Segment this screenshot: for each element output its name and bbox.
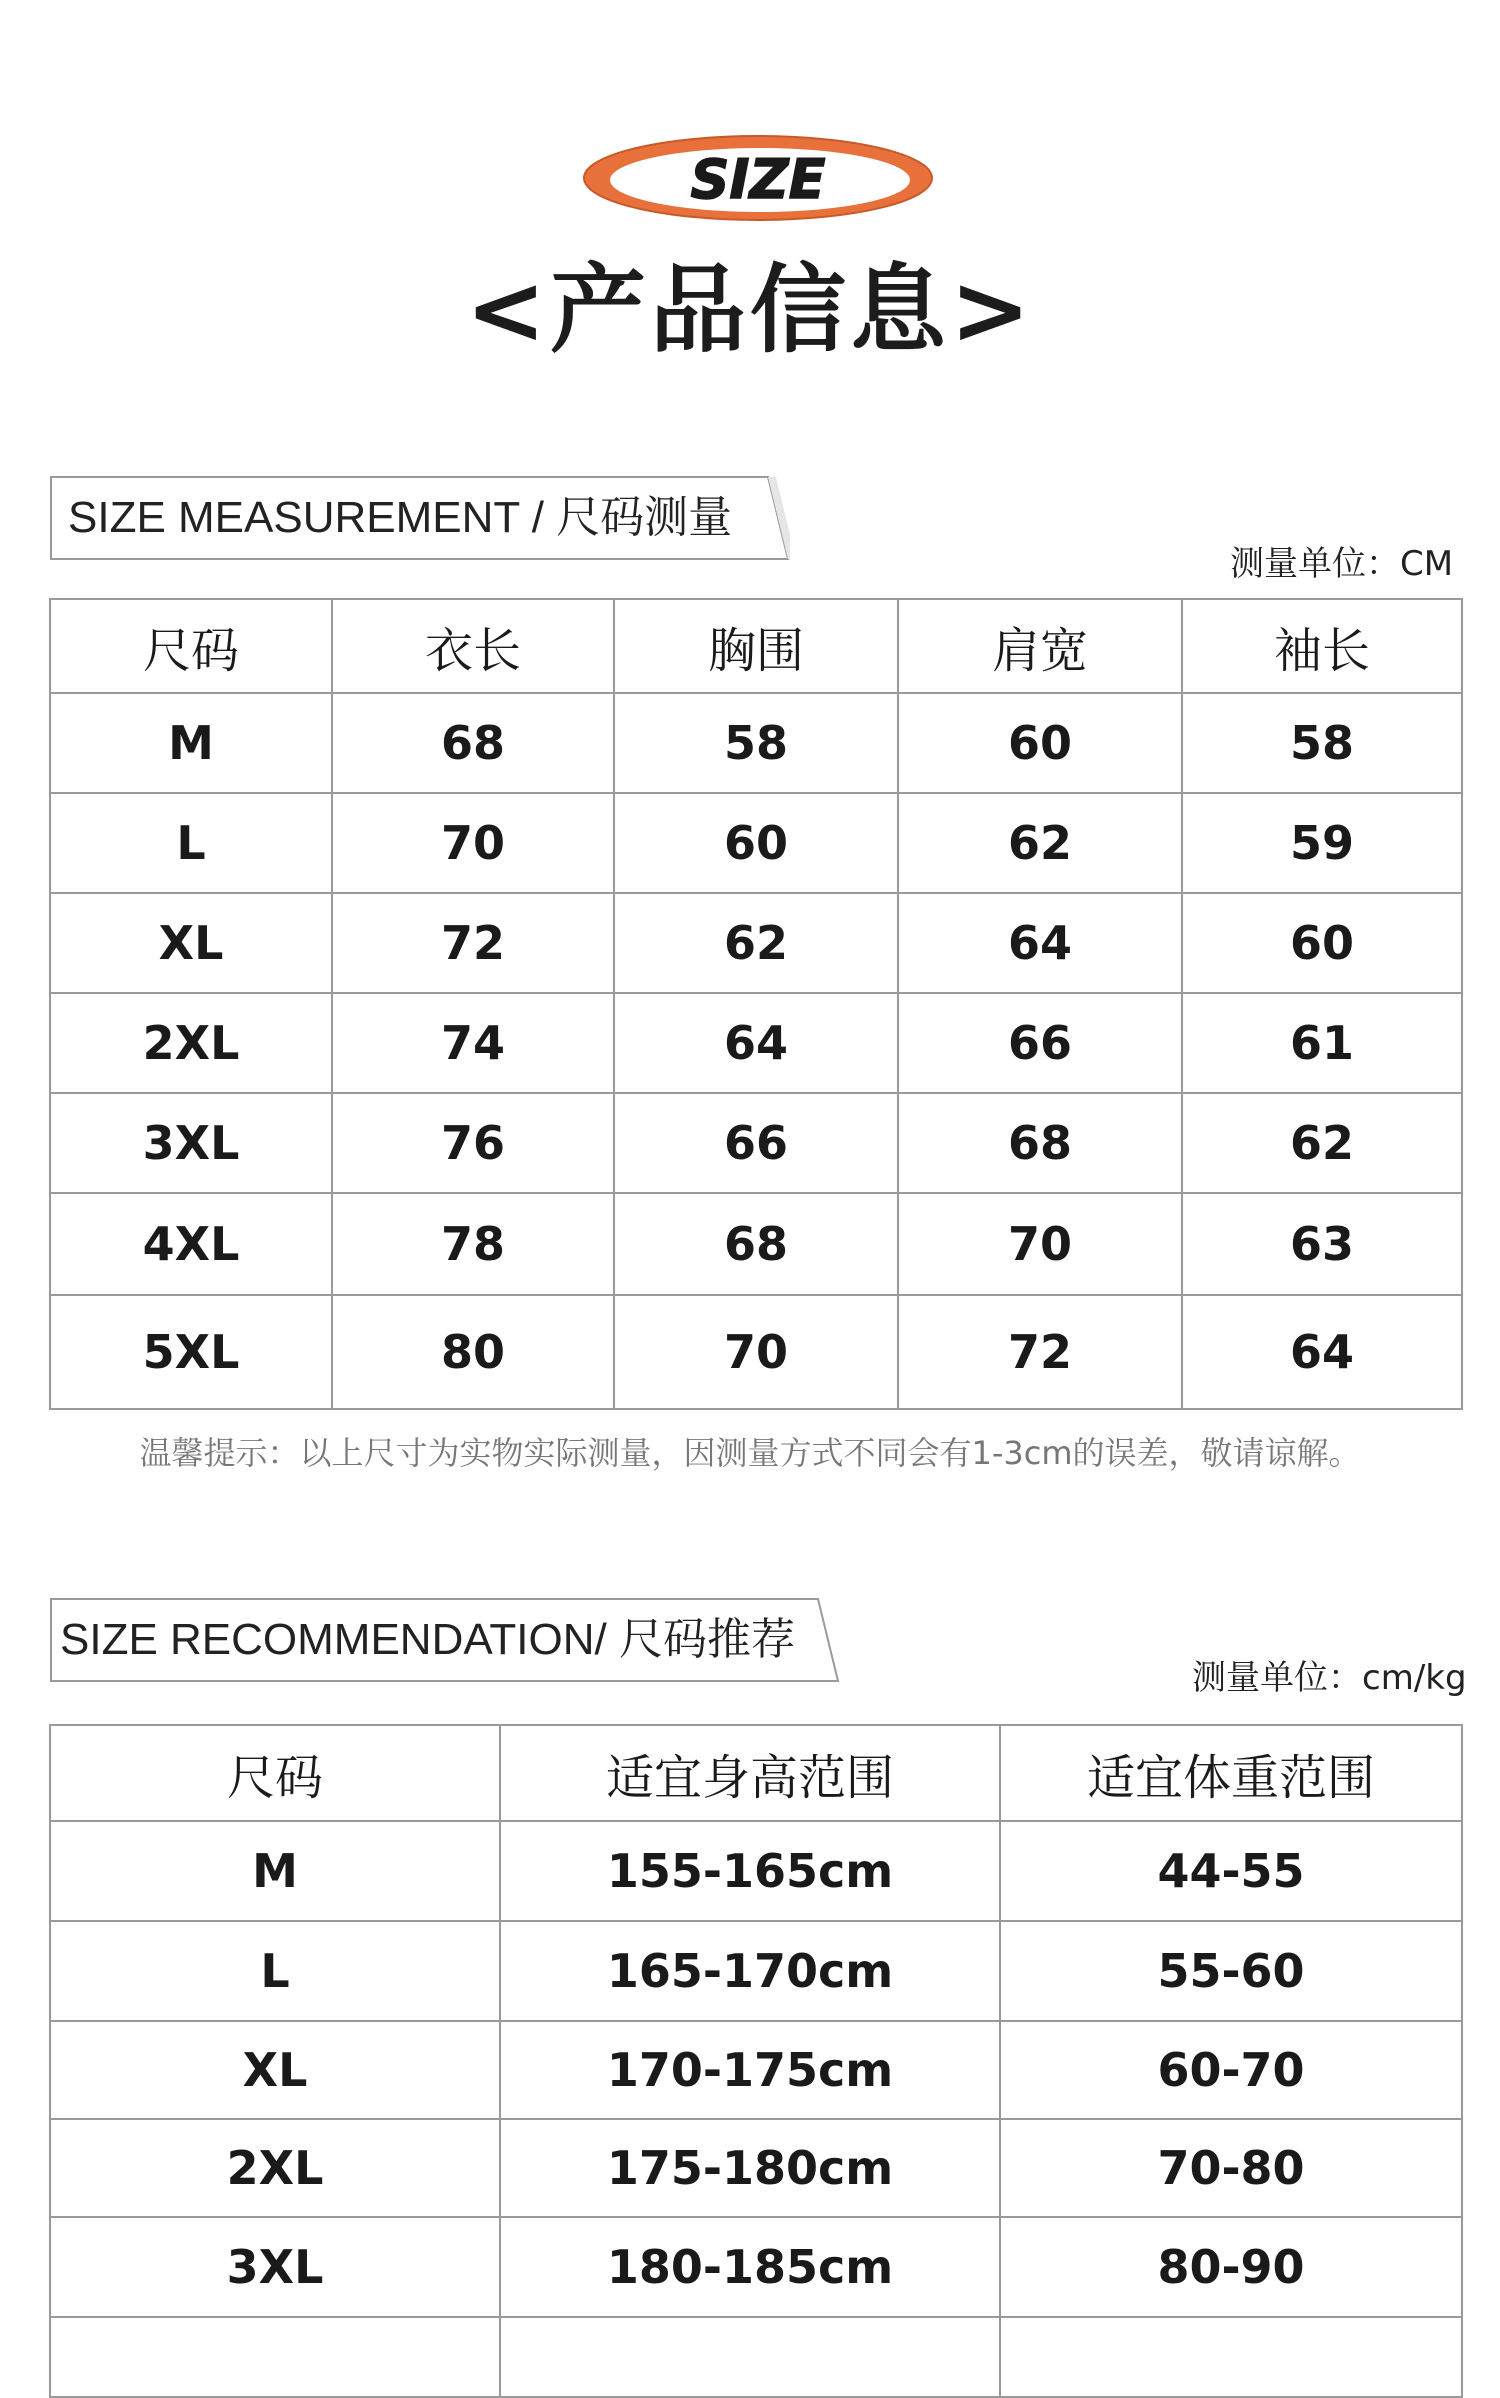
measurement-cell: 63 xyxy=(1182,1193,1462,1295)
table-row xyxy=(50,1921,1462,2021)
recommendation-cell: 60-70 xyxy=(1000,2021,1462,2119)
measurement-note: 温馨提示：以上尺寸为实物实际测量，因测量方式不同会有1-3cm的误差，敬请谅解。 xyxy=(139,1434,1361,1472)
measurement-cell: 68 xyxy=(898,1093,1182,1193)
measurement-header-row xyxy=(50,599,1462,693)
measurement-cell: 62 xyxy=(614,893,898,993)
recommendation-table xyxy=(49,1724,1463,2398)
measurement-cell: 64 xyxy=(898,893,1182,993)
recommendation-unit: 测量单位：cm/kg xyxy=(1192,1658,1467,1698)
measurement-header-cell: 胸围 xyxy=(614,599,898,693)
table-row xyxy=(50,993,1462,1093)
page-title: <产品信息> xyxy=(465,254,1035,366)
recommendation-cell: 80-90 xyxy=(1000,2217,1462,2317)
recommendation-tab-label: SIZE RECOMMENDATION/ 尺码推荐 xyxy=(60,1615,795,1664)
recommendation-cell: 55-60 xyxy=(1000,1921,1462,2021)
measurement-header-cell: 尺码 xyxy=(50,599,332,693)
table-row xyxy=(50,793,1462,893)
recommendation-cell: M xyxy=(50,1821,500,1921)
recommendation-header-row xyxy=(50,1725,1462,1821)
recommendation-cell: 44-55 xyxy=(1000,1821,1462,1921)
recommendation-cell xyxy=(500,2317,1000,2397)
recommendation-cell: 175-180cm xyxy=(500,2119,1000,2217)
measurement-cell: 60 xyxy=(898,693,1182,793)
measurement-cell: 74 xyxy=(332,993,614,1093)
recommendation-cell xyxy=(1000,2317,1462,2397)
table-row xyxy=(50,2119,1462,2217)
measurement-cell: 78 xyxy=(332,1193,614,1295)
recommendation-cell: 2XL xyxy=(50,2119,500,2217)
recommendation-cell: 70-80 xyxy=(1000,2119,1462,2217)
measurement-cell: 72 xyxy=(332,893,614,993)
table-row xyxy=(50,1295,1462,1409)
logo-text: SIZE xyxy=(690,148,826,211)
measurement-header-cell: 衣长 xyxy=(332,599,614,693)
measurement-unit: 测量单位：CM xyxy=(1230,544,1454,584)
measurement-cell: 58 xyxy=(614,693,898,793)
measurement-cell: 66 xyxy=(898,993,1182,1093)
recommendation-cell: 180-185cm xyxy=(500,2217,1000,2317)
measurement-tab-label: SIZE MEASUREMENT / 尺码测量 xyxy=(68,493,733,542)
table-row xyxy=(50,1093,1462,1193)
recommendation-cell xyxy=(50,2317,500,2397)
table-row xyxy=(50,893,1462,993)
recommendation-cell: 3XL xyxy=(50,2217,500,2317)
measurement-cell: 70 xyxy=(332,793,614,893)
measurement-cell: 3XL xyxy=(50,1093,332,1193)
measurement-cell: 68 xyxy=(614,1193,898,1295)
table-row xyxy=(50,1821,1462,1921)
measurement-cell: L xyxy=(50,793,332,893)
measurement-cell: 76 xyxy=(332,1093,614,1193)
measurement-cell: 4XL xyxy=(50,1193,332,1295)
measurement-cell: 59 xyxy=(1182,793,1462,893)
measurement-cell: 66 xyxy=(614,1093,898,1193)
measurement-table xyxy=(49,598,1463,1410)
measurement-cell: 64 xyxy=(1182,1295,1462,1409)
recommendation-cell: XL xyxy=(50,2021,500,2119)
recommendation-header-cell: 适宜体重范围 xyxy=(1000,1725,1462,1821)
recommendation-cell: 155-165cm xyxy=(500,1821,1000,1921)
measurement-cell: 5XL xyxy=(50,1295,332,1409)
measurement-cell: 61 xyxy=(1182,993,1462,1093)
measurement-cell: 64 xyxy=(614,993,898,1093)
measurement-cell: 80 xyxy=(332,1295,614,1409)
table-row xyxy=(50,2317,1462,2397)
table-row xyxy=(50,1193,1462,1295)
recommendation-header-cell: 适宜身高范围 xyxy=(500,1725,1000,1821)
measurement-cell: 70 xyxy=(614,1295,898,1409)
measurement-cell: 60 xyxy=(1182,893,1462,993)
table-row xyxy=(50,2217,1462,2317)
measurement-cell: M xyxy=(50,693,332,793)
measurement-cell: 62 xyxy=(1182,1093,1462,1193)
measurement-cell: 2XL xyxy=(50,993,332,1093)
measurement-cell: 72 xyxy=(898,1295,1182,1409)
size-logo xyxy=(580,132,936,224)
recommendation-tab xyxy=(50,1598,840,1682)
recommendation-cell: 170-175cm xyxy=(500,2021,1000,2119)
measurement-cell: 58 xyxy=(1182,693,1462,793)
measurement-cell: 68 xyxy=(332,693,614,793)
table-row xyxy=(50,693,1462,793)
recommendation-header-cell: 尺码 xyxy=(50,1725,500,1821)
measurement-header-cell: 肩宽 xyxy=(898,599,1182,693)
measurement-cell: 60 xyxy=(614,793,898,893)
table-row xyxy=(50,2021,1462,2119)
recommendation-cell: L xyxy=(50,1921,500,2021)
measurement-cell: 62 xyxy=(898,793,1182,893)
measurement-cell: 70 xyxy=(898,1193,1182,1295)
recommendation-cell: 165-170cm xyxy=(500,1921,1000,2021)
measurement-tab xyxy=(50,476,790,560)
measurement-cell: XL xyxy=(50,893,332,993)
measurement-header-cell: 袖长 xyxy=(1182,599,1462,693)
